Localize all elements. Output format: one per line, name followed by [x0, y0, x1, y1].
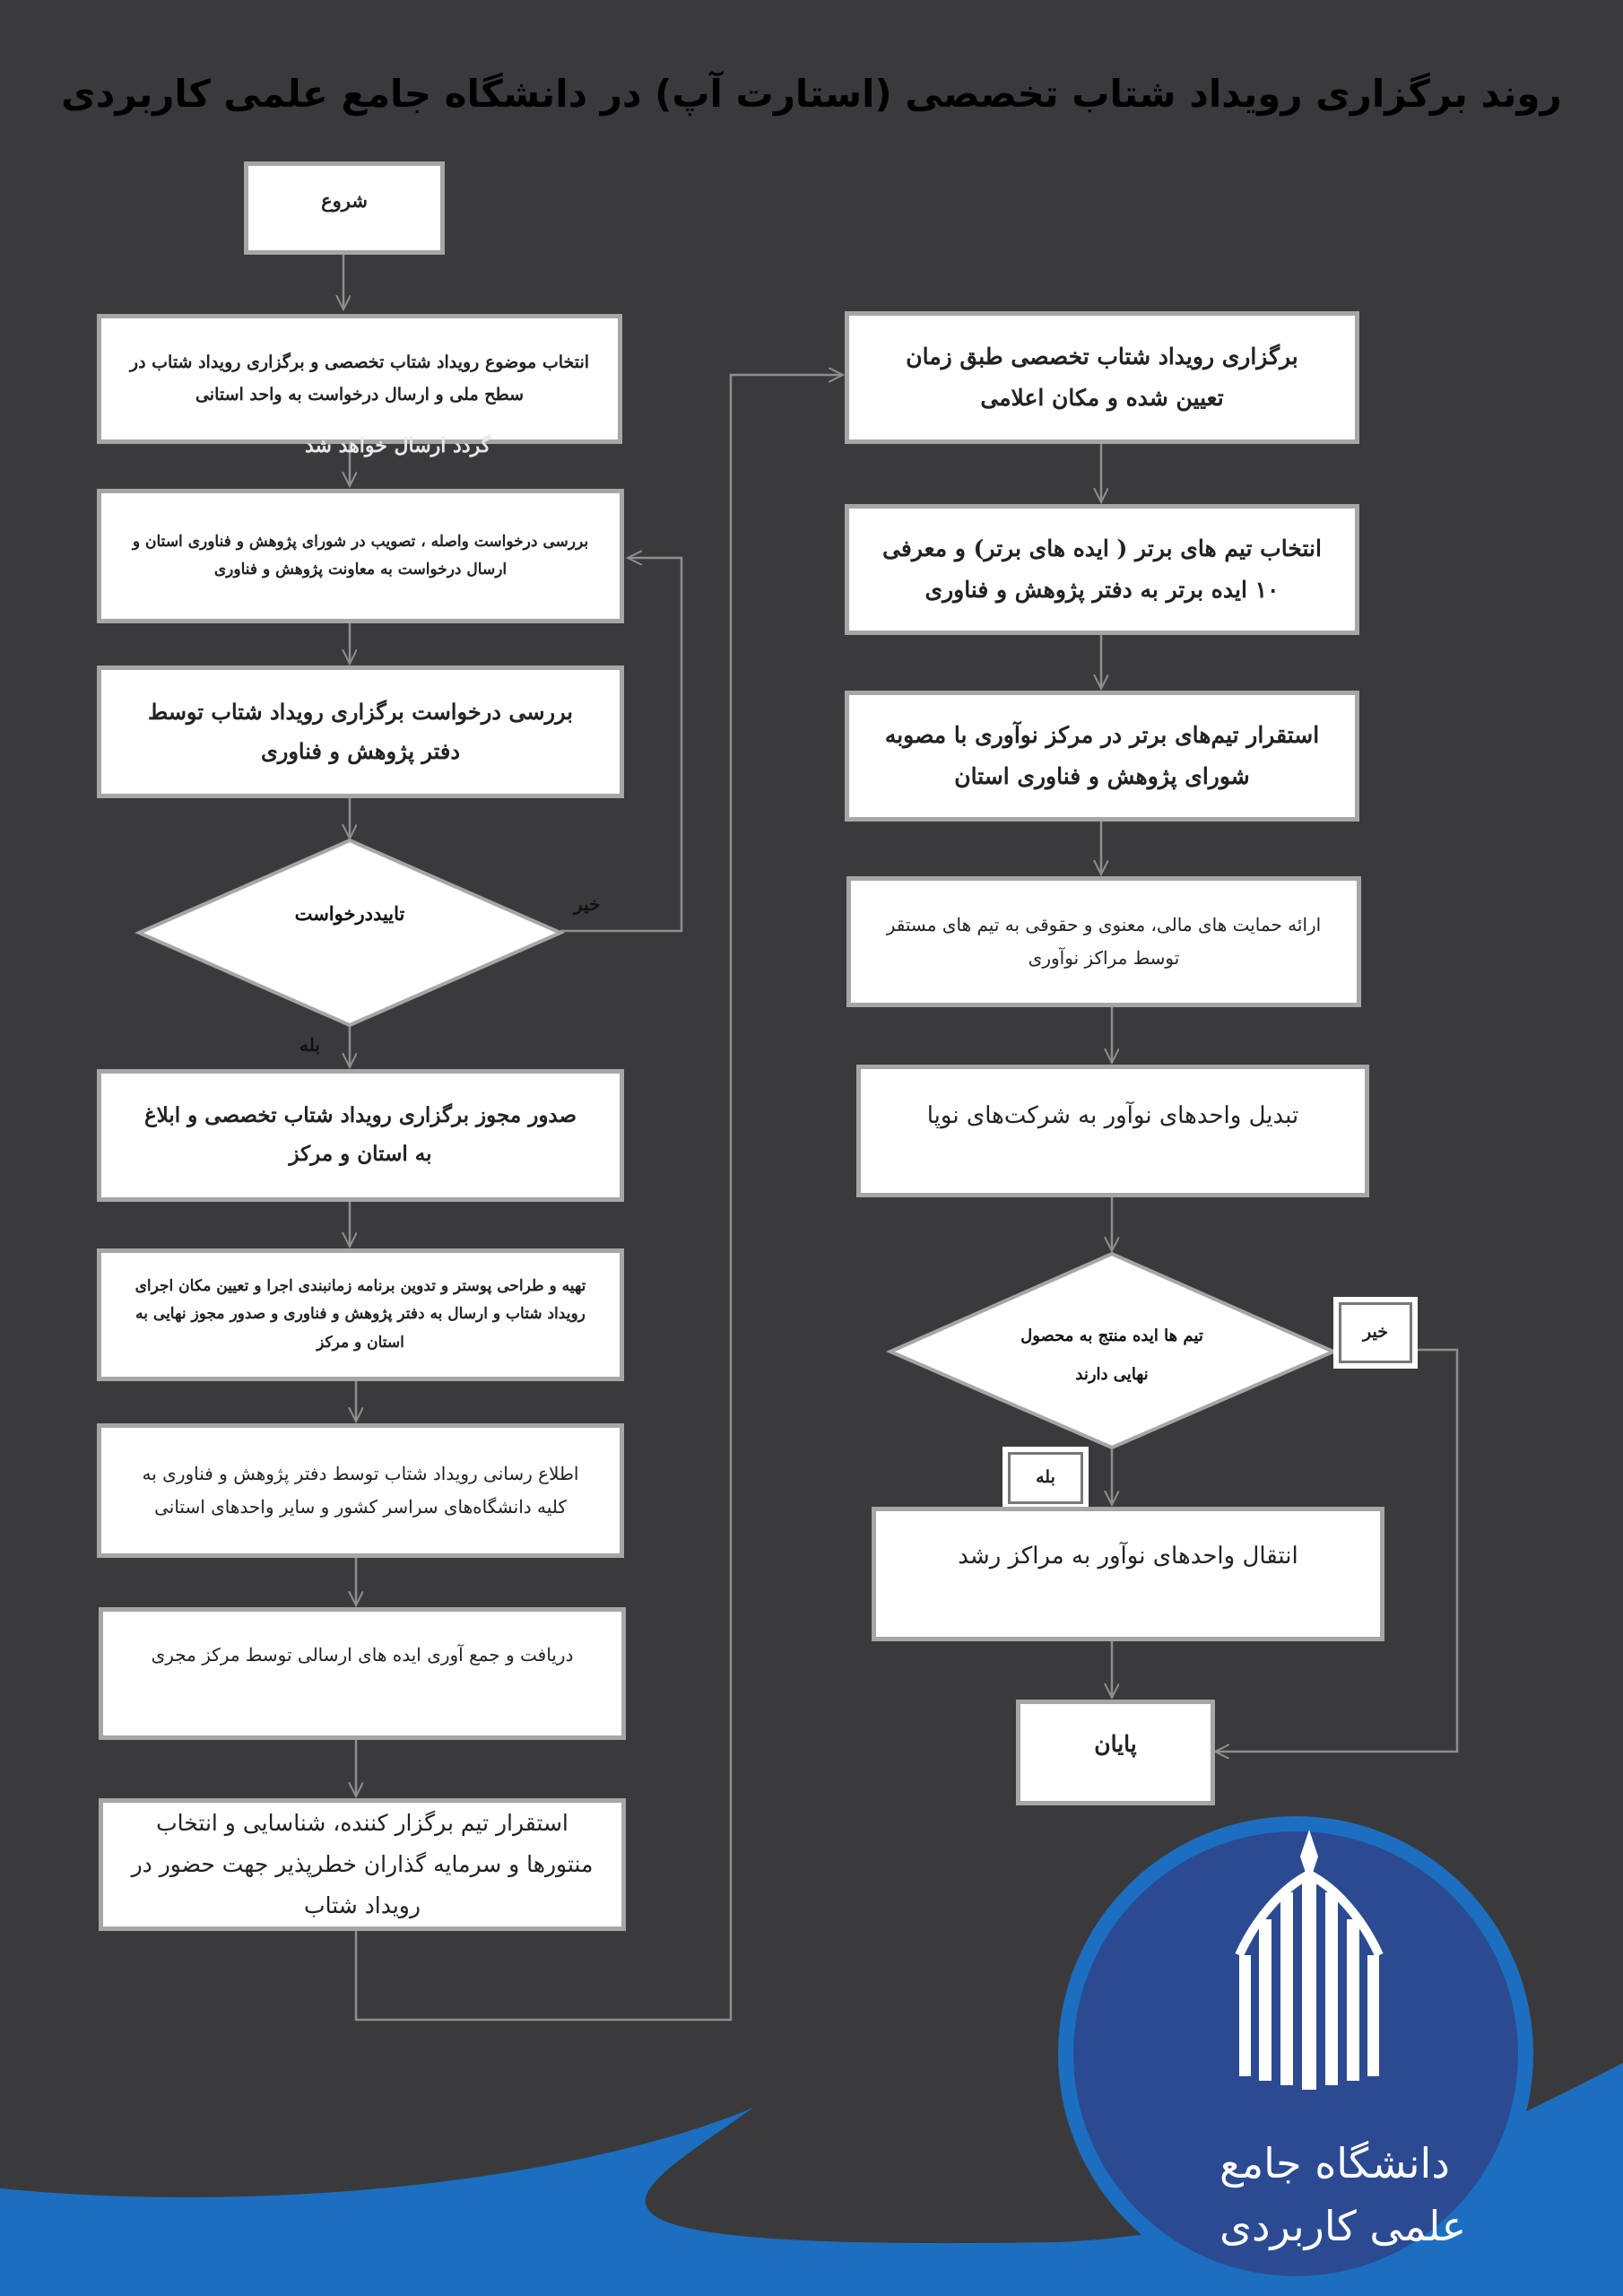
step8-box: [99, 1798, 626, 1931]
step13-label: تبدیل واحدهای نوآور به شرکت‌های نوپا: [926, 1102, 1299, 1129]
step2-label: بررسی درخواست واصله ، تصویب در شورای پژوهش و فناوری استان و ارسال درخواست به معاونت پژوهش و فناوری: [132, 532, 589, 578]
decision2-no-label-box: [1333, 1297, 1418, 1369]
step11-label: استقرار تیم‌های برتر در مرکز نوآوری با مصوبه شورای پژوهش و فناوری استان: [884, 721, 1320, 789]
step1-box: [97, 314, 622, 444]
end-label: پایان: [1094, 1731, 1137, 1757]
step10-box: [845, 504, 1359, 635]
decision1-diamond: [139, 840, 560, 1025]
step6-label: اطلاع رسانی رویداد شتاب توسط دفتر پژوهش و فناوری به کلیه دانشگاه‌های سراسر کشور و سایر واحدهای استانی: [142, 1463, 579, 1518]
step2-box: [97, 489, 624, 623]
decision2-label: تیم ها ایده منتج به محصول نهایی دارند: [1020, 1326, 1203, 1385]
step12-box: [846, 876, 1361, 1007]
step1-label: انتخاب موضوع رویداد شتاب تخصصی و برگزاری رویداد شتاب در سطح ملی و ارسال درخواست به واحد استانی: [129, 352, 590, 404]
step13-box: [856, 1065, 1369, 1197]
decision1-no-label: خیر: [574, 893, 601, 915]
step14-box: [872, 1507, 1384, 1641]
step7-box: [99, 1607, 626, 1740]
step7-label: دریافت و جمع آوری ایده های ارسالی توسط مرکز مجری: [151, 1644, 574, 1665]
end-box: [1016, 1700, 1215, 1805]
step6-box: [97, 1423, 624, 1558]
step4-box: [97, 1069, 624, 1202]
step4-label: صدور مجوز برگزاری رویداد شتاب تخصصی و ابلاغ به استان و مرکز: [143, 1103, 577, 1166]
step12-label: ارائه حمایت های مالی، معنوی و حقوقی به تیم های مستقر توسط مراکز نوآوری: [886, 914, 1322, 969]
step9-label: برگزاری رویداد شتاب تخصصی طبق زمان تعیین شده و مکان اعلامی: [906, 343, 1298, 411]
page-title: روند برگزاری رویداد شتاب تخصصی (استارت آپ) در دانشگاه جامع علمی کاربردی: [61, 72, 1562, 116]
decision1-yes-label: بله: [299, 1034, 320, 1056]
decision2-yes-label-box: [1002, 1447, 1089, 1509]
step3-label: بررسی درخواست برگزاری رویداد شتاب توسط دفتر پژوهش و فناوری: [148, 698, 573, 764]
start-label: شروع: [321, 189, 368, 212]
step10-label: انتخاب تیم های برتر ( ایده های برتر) و معرفی ۱۰ ایده برتر به دفتر پژوهش و فناوری: [882, 535, 1322, 603]
start-box: [244, 161, 445, 255]
logo-text-line1: دانشگاه جامع: [1219, 2139, 1450, 2187]
step3-box: [97, 665, 624, 798]
decision1-label: تاییددرخواست: [294, 902, 405, 925]
decision2-no-label: خیر: [1363, 1322, 1388, 1343]
step14-label: انتقال واحدهای نوآور به مراکز رشد: [958, 1543, 1298, 1570]
step8-label: استقرار تیم برگزار کننده، شناسایی و انتخاب منتورها و سرمایه گذاران خطرپذیر جهت حضور در رویداد شتاب: [131, 1809, 594, 1919]
step9-box: [845, 311, 1359, 444]
step5-box: [97, 1248, 624, 1381]
logo-text-line2: علمی کاربردی: [1219, 2202, 1467, 2250]
step5-label: تهیه و طراحی پوستر و تدوین برنامه زمانبندی اجرا و تعیین مکان اجرای رویداد شتاب و ارسال به دفتر پژوهش و فناوری و صدور مجوز نهایی به استان و مرکز: [135, 1276, 586, 1352]
step1-overflow-text: گردد ارسال خواهد شد: [305, 434, 491, 457]
decision2-yes-label: بله: [1036, 1467, 1055, 1488]
step11-box: [845, 691, 1359, 822]
